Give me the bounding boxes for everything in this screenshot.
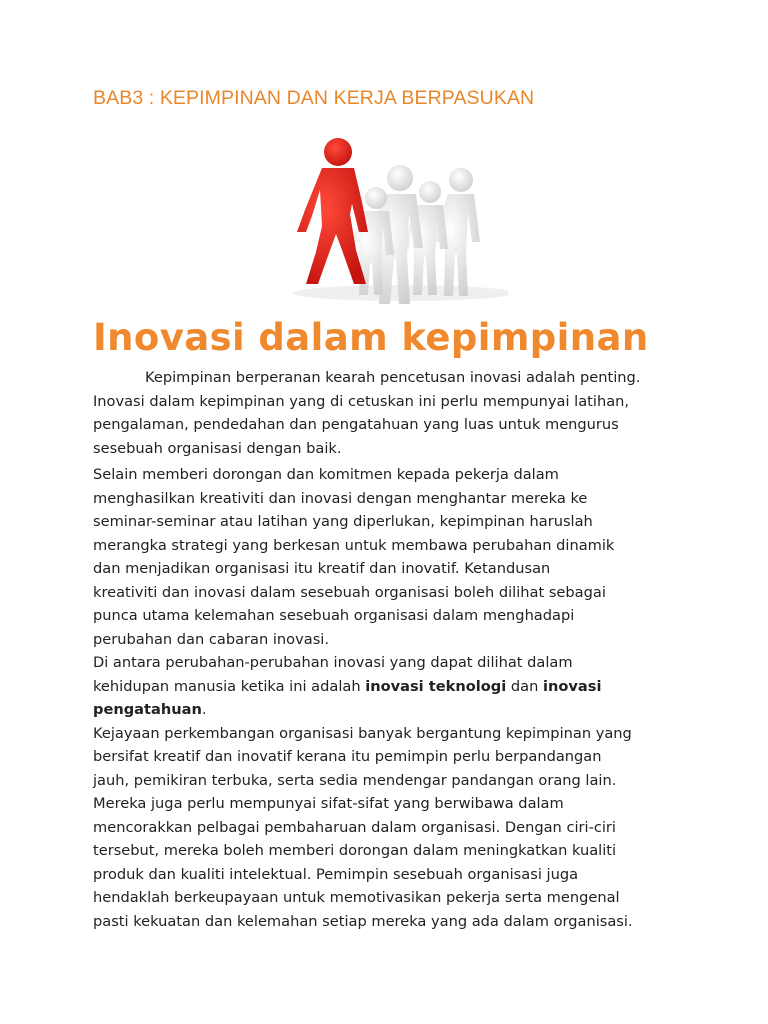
text-line: Mereka juga perlu mempunyai sifat-sifat yang berwibawa dalam <box>93 795 564 812</box>
chapter-title: BAB3 : KEPIMPINAN DAN KERJA BERPASUKAN <box>93 87 535 109</box>
text-line: menghasilkan kreativiti dan inovasi dengan menghantar mereka ke <box>93 489 588 507</box>
paragraph-1 <box>93 366 693 460</box>
text-line: Kejayaan perkembangan organisasi banyak bergantung kepimpinan yang <box>93 724 632 742</box>
paragraph-3 <box>93 651 693 722</box>
text-line <box>93 698 693 722</box>
bold-term-knowledge-part2: pengatahuan <box>93 701 202 718</box>
text-line: punca utama kelemahan sesebuah organisasi dalam menghadapi <box>93 607 575 624</box>
text-run: . <box>201 701 207 718</box>
text-line: merangka strategi yang berkesan untuk membawa perubahan dinamik <box>93 536 615 554</box>
text-line: seminar-seminar atau latihan yang diperlukan, kepimpinan haruslah <box>93 513 593 530</box>
text-line: tersebut, mereka boleh memberi dorongan dalam meningkatkan kualiti <box>93 842 617 859</box>
text-line: pasti kekuatan dan kelemahan setiap mereka yang ada dalam organisasi. <box>93 912 633 930</box>
text-line: hendaklah berkeupayaan untuk memotivasikan pekerja serta mengenal <box>93 889 620 906</box>
text-line: Kepimpinan berperanan kearah pencetusan inovasi adalah penting. <box>145 369 641 386</box>
text-line: Di antara perubahan-perubahan inovasi yang dapat dilihat dalam <box>93 654 573 671</box>
paragraph-2 <box>93 463 693 651</box>
text-run: dan <box>506 677 543 695</box>
text-line: dan menjadikan organisasi itu kreatif dan inovatif. Ketandusan <box>93 560 551 577</box>
text-line: kreativiti dan inovasi dalam sesebuah organisasi boleh dilihat sebagai <box>93 583 606 601</box>
text-line: sesebuah organisasi dengan baik. <box>93 439 342 457</box>
leadership-illustration <box>288 128 508 308</box>
text-line: produk dan kualiti intelektual. Pemimpin sesebuah organisasi juga <box>93 865 579 883</box>
text-run: kehidupan manusia ketika ini adalah <box>93 677 366 695</box>
text-line: mencorakkan pelbagai pembaharuan dalam organisasi. Dengan ciri-ciri <box>93 818 616 836</box>
text-line: bersifat kreatif dan inovatif kerana itu pemimpin perlu berpandangan <box>93 748 602 765</box>
text-line <box>93 675 693 699</box>
section-heading: Inovasi dalam kepimpinan <box>93 316 649 359</box>
bold-term-technology: inovasi teknologi <box>365 677 507 695</box>
leader-figure <box>297 138 368 284</box>
text-line: jauh, pemikiran terbuka, serta sedia mendengar pandangan orang lain. <box>93 771 617 789</box>
paragraph-4 <box>93 722 693 934</box>
text-line: perubahan dan cabaran inovasi. <box>93 630 329 648</box>
body-text <box>93 366 693 933</box>
text-line: Selain memberi dorongan dan komitmen kepada pekerja dalam <box>93 466 559 483</box>
text-line: pengalaman, pendedahan dan pengatahuan yang luas untuk mengurus <box>93 416 619 433</box>
text-line: Inovasi dalam kepimpinan yang di cetuskan ini perlu mempunyai latihan, <box>93 392 630 410</box>
bold-term-knowledge-part1: inovasi <box>542 677 602 695</box>
